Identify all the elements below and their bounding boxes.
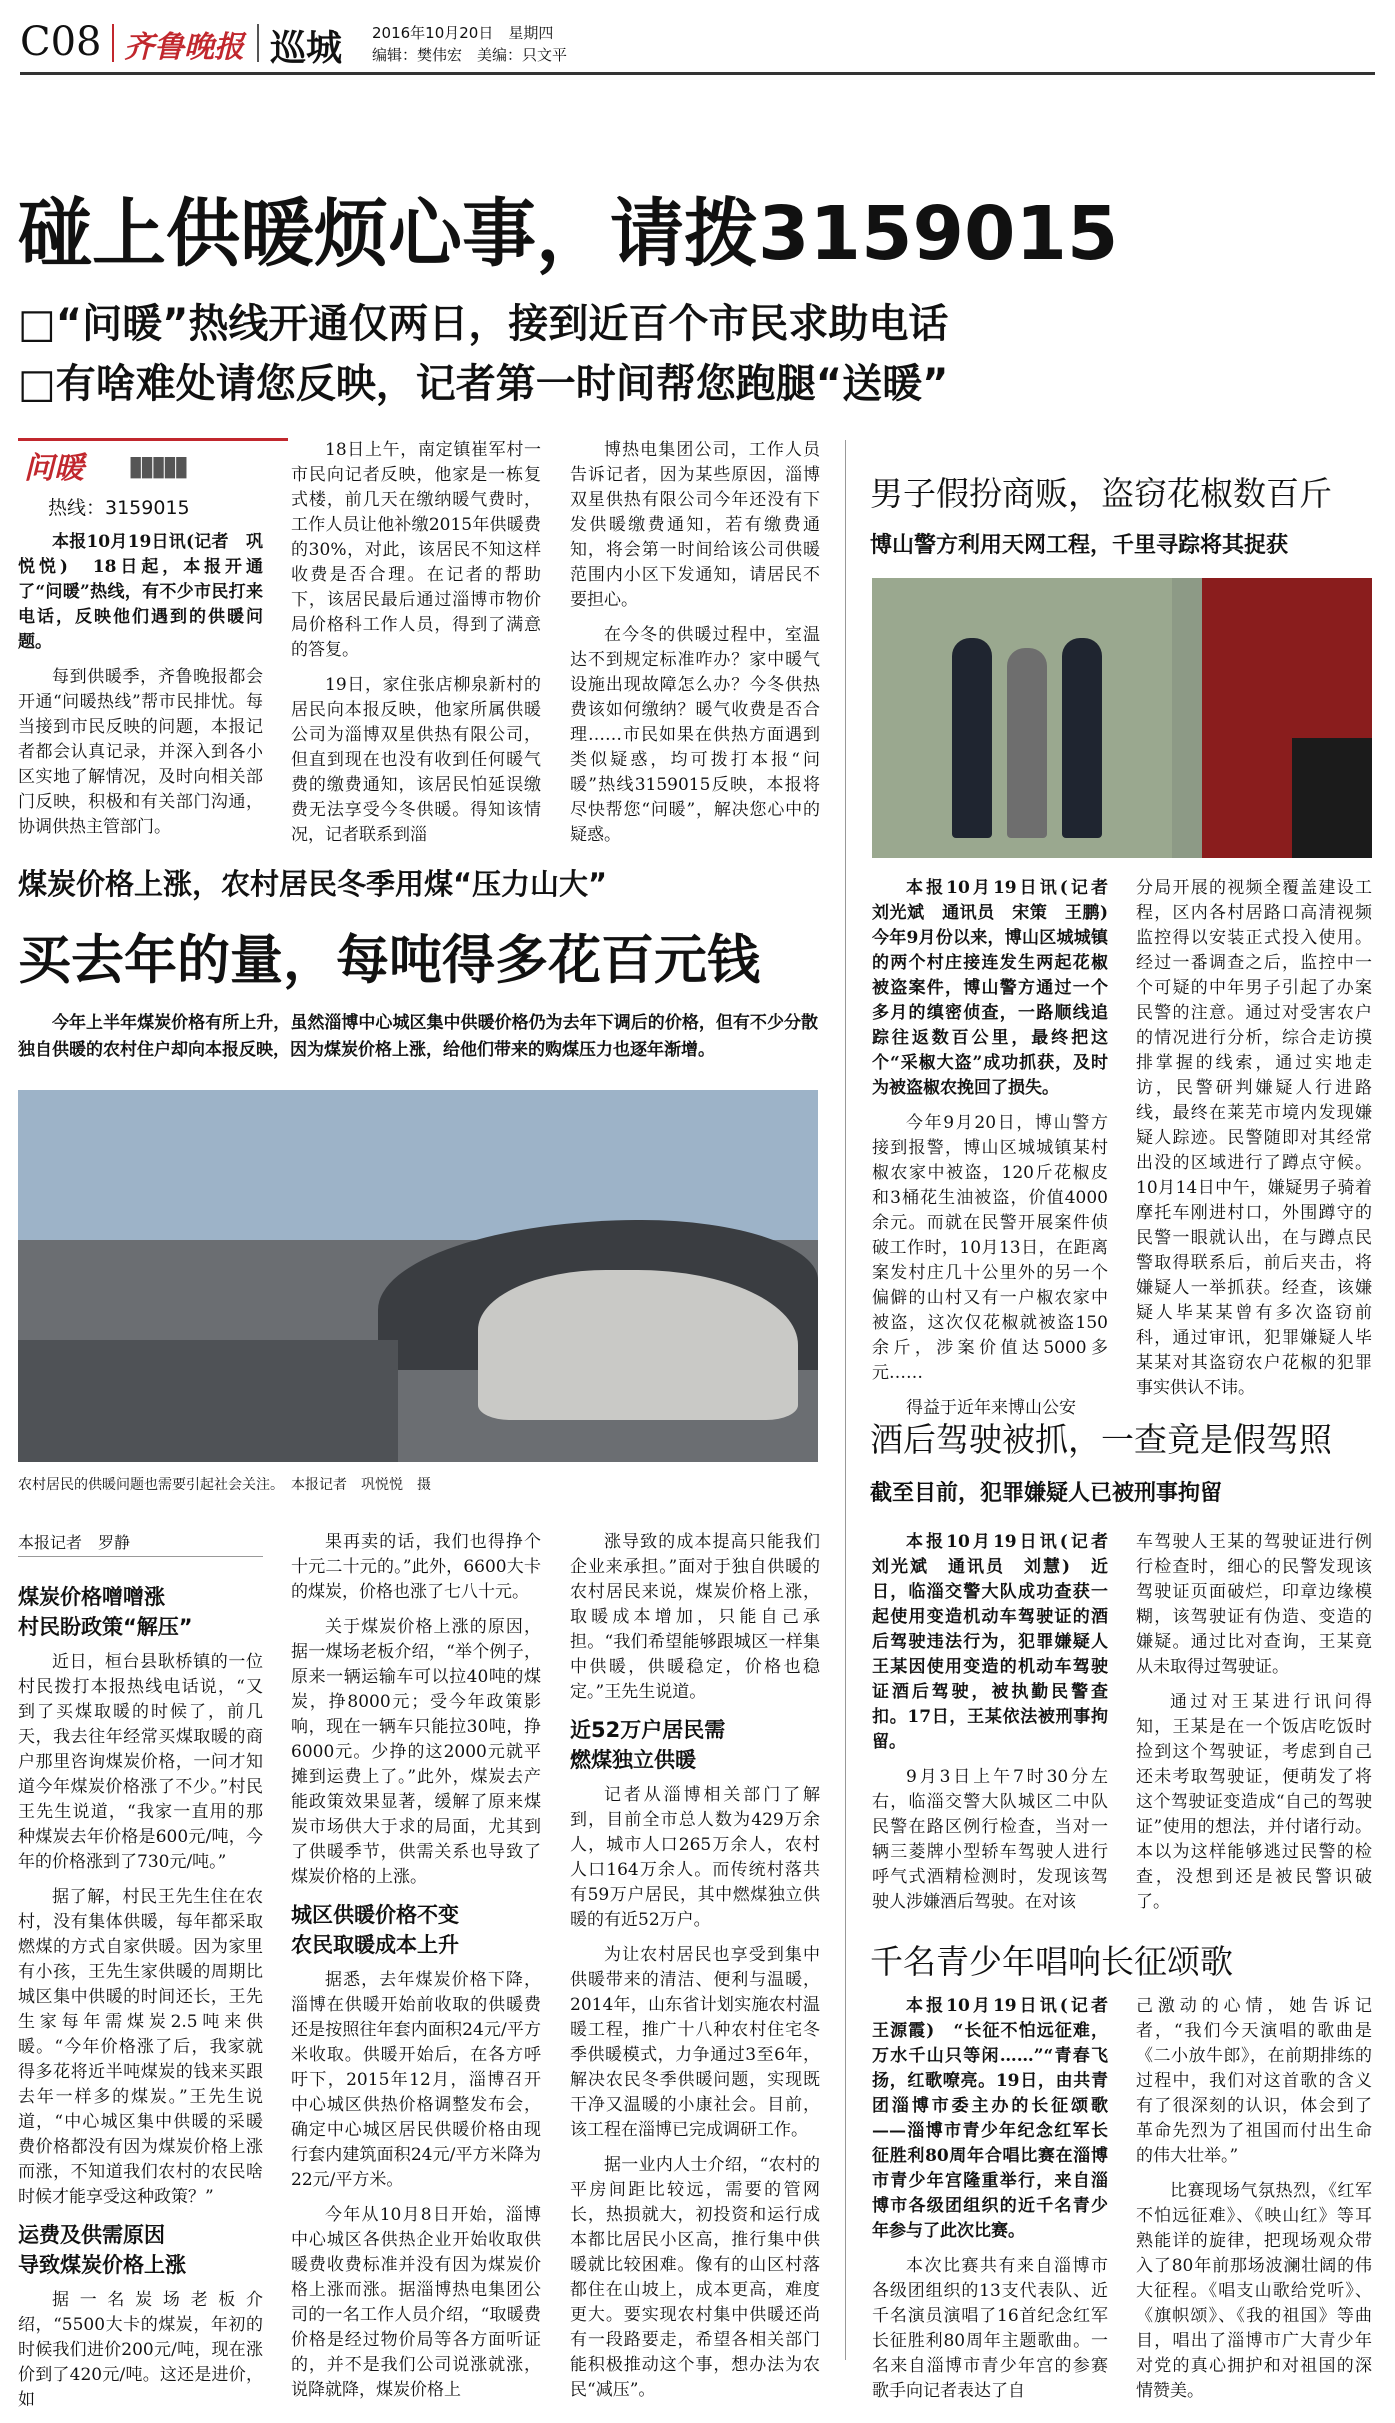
coal-subhead: 运费及供需原因 导致煤炭价格上涨 bbox=[18, 2223, 186, 2277]
page-number: C08 bbox=[20, 19, 102, 65]
drunk-paragraph: 通过对王某进行讯问得知，王某是在一个饭店吃饭时捡到这个驾驶证，考虑到自己还未考取驾驶证，便萌发了将这个驾驶证变造成“自己的驾驶证”使用的想法，并付诸行动。本以为这样能够逃过民警的检查，没想到还是被民警识破了。 bbox=[1136, 1692, 1372, 1912]
police-subhead: 博山警方利用天网工程，千里寻踪将其捉获 bbox=[870, 533, 1289, 558]
coal-subhead: 煤炭价格噌噌涨 村民盼政策“解压” bbox=[18, 1585, 193, 1639]
hotline-logo-word: 问暖 bbox=[24, 451, 84, 486]
hotline-number: 热线：3159015 bbox=[48, 497, 190, 519]
youth-paragraph: 比赛现场气氛热烈，《红军不怕远征难》、《映山红》等耳熟能详的旋律，把现场观众带入了80年前那场波澜壮阔的伟大征程。《唱支山歌给党听》、《旗帜颂》、《我的祖国》等曲目，唱出了淄博市广大青少年对党的真心拥护和对祖国的深情赞美。 bbox=[1136, 2181, 1372, 2401]
police-headline: 男子假扮商贩，盗窃花椒数百斤 bbox=[870, 474, 1332, 513]
lead-paragraph: 本报10月19日讯(记者 巩悦悦) 18日起，本报开通了“问暖”热线，有不少市民打来电话，反映他们遇到的供暖问题。 bbox=[18, 532, 263, 652]
lead-paragraph: 在今冬的供暖过程中，室温达不到规定标准咋办？家中暖气设施出现故障怎么办？今冬供热费该如何缴纳？暖气收费是否合理……市民如果在供热方面遇到类似疑惑，均可拨打本报“问暖”热线3159015反映，本报将尽快帮您“问暖”，解决您心中的疑惑。 bbox=[570, 625, 820, 845]
issue-date: 2016年10月20日 星期四 bbox=[372, 24, 554, 42]
coal-intro: 今年上半年煤炭价格有所上升，虽然淄博中心城区集中供暖价格仍为去年下调后的价格，但有不少分散独自供暖的农村住户却向本报反映，因为煤炭价格上涨，给他们带来的购煤压力也逐年渐增。 bbox=[18, 1013, 818, 1060]
coal-paragraph: 为让农村居民也享受到集中供暖带来的清洁、便利与温暖，2014年，山东省计划实施农村温暖工程，推广十八种农村住宅冬季供暖模式，力争通过3至6年，解决农民冬季供暖问题，实现既干净又温暖的小康社会。目前，该工程在淄博已完成调研工作。 bbox=[570, 1945, 820, 2140]
coal-subhead: 城区供暖价格不变 农民取暖成本上升 bbox=[291, 1903, 459, 1957]
drunk-headline: 酒后驾驶被抓，一查竟是假驾照 bbox=[870, 1420, 1332, 1459]
drunk-subhead: 截至目前，犯罪嫌疑人已被刑事拘留 bbox=[870, 1481, 1223, 1506]
coal-paragraph: 近日，桓台县耿桥镇的一位村民拨打本报热线电话说，“又到了买煤取暖的时候了，前几天，我去往年经常买煤取暖的商户那里咨询煤炭价格，一问才知道今年煤炭价格涨了不少。”村民王先生说道，“我家一直用的那种煤炭去年价格是600元/吨，今年的价格涨到了730元/吨。” bbox=[18, 1652, 263, 1872]
coal-paragraph: 据悉，去年煤炭价格下降，淄博在供暖开始前收取的供暖费还是按照往年套内面积24元/平方米收取。供暖开始后，在各方呼吁下，2015年12月，淄博召开中心城区供热价格调整发布会，确定中心城区居民供暖价格由现行套内建筑面积24元/平方米降为22元/平方米。 bbox=[291, 1970, 541, 2190]
masthead-divider bbox=[112, 24, 114, 62]
youth-headline: 千名青少年唱响长征颂歌 bbox=[870, 1942, 1233, 1981]
hotline-logo bbox=[18, 438, 288, 523]
lead-paragraph: 18日上午，南定镇崔军村一市民向记者反映，他家是一栋复式楼，前几天在缴纳暖气费时，工作人员让他补缴2015年供暖费的30%，对此，该居民不知这样收费是否合理。在记者的帮助下，该居民最后通过淄博市物价局价格科工作人员，得到了满意的答复。 bbox=[291, 440, 541, 660]
drunk-paragraph: 本报10月19日讯(记者 刘光斌 通讯员 刘慧) 近日，临淄交警大队成功查获一起使用变造机动车驾驶证的酒后驾驶违法行为，犯罪嫌疑人王某因使用变造的机动车驾驶证酒后驾驶，被执勤民警查扣。17日，王某依法被刑事拘留。 bbox=[872, 1532, 1125, 1752]
coal-subhead: 近52万户居民需 燃煤独立供暖 bbox=[570, 1718, 726, 1772]
editors-credit: 编辑：樊伟宏 美编：只文平 bbox=[372, 46, 568, 64]
drunk-column-2 bbox=[1136, 1530, 1372, 1925]
coal-kicker: 煤炭价格上涨，农村居民冬季用煤“压力山大” bbox=[18, 867, 608, 901]
coal-paragraph: 果再卖的话，我们也得挣个十元二十元的。”此外，6600大卡的煤炭，价格也涨了七八十元。 bbox=[291, 1532, 541, 1602]
coal-column-2 bbox=[291, 1530, 541, 2413]
police-arrest-photo bbox=[872, 578, 1372, 858]
lead-column-1 bbox=[18, 530, 263, 850]
lead-paragraph: 博热电集团公司，工作人员告诉记者，因为某些原因，淄博双星供热有限公司今年还没有下发供暖缴费通知，若有缴费通知，将会第一时间给该公司供暖范围内小区下发通知，请居民不要担心。 bbox=[570, 440, 820, 610]
coal-paragraph: 今年从10月8日开始，淄博中心城区各供热企业开始收取供暖费收费标准并没有因为煤炭价格上涨而涨。据淄博热电集团公司的一名工作人员介绍，“取暖费价格是经过物价局等各方面听证的，并不是我们公司说涨就涨，说降就降，煤炭价格上 bbox=[291, 2205, 541, 2400]
drunk-column-1 bbox=[872, 1530, 1125, 1925]
lead-deck-1: □“问暖”热线开通仅两日，接到近百个市民求助电话 bbox=[18, 301, 949, 347]
coal-paragraph: 关于煤炭价格上涨的原因，据一煤场老板介绍，“举个例子，原来一辆运输车可以拉40吨的煤炭，挣8000元；受今年政策影响，现在一辆车只能拉30吨，挣6000元。少挣的这2000元就平摊到运费上了。”此外，煤炭去产能政策效果显著，缓解了原来煤炭市场供大于求的局面，尤其到了供暖季节，供需关系也导致了煤炭价格的上涨。 bbox=[291, 1617, 541, 1887]
coal-column-3 bbox=[570, 1530, 820, 2413]
youth-column-1 bbox=[872, 1994, 1125, 2414]
coal-byline: 本报记者 罗静 bbox=[18, 1533, 131, 1552]
paper-name-logo: 齐鲁晚报 bbox=[124, 30, 244, 65]
lead-deck-2: □有啥难处请您反映，记者第一时间帮您跑腿“送暖” bbox=[18, 361, 949, 407]
lead-paragraph: 每到供暖季，齐鲁晚报都会开通“问暖热线”帮市民排忧。每当接到市民反映的问题，本报记者都会认真记录，并深入到各小区实地了解情况，及时向相关部门反映，积极和有关部门沟通，协调供热主管部门。 bbox=[18, 667, 263, 837]
coal-paragraph: 据了解，村民王先生住在农村，没有集体供暖，每年都采取燃煤的方式自家供暖。因为家里有小孩，王先生家供暖的周期比城区集中供暖的时间还长，王先生家每年需煤炭2.5吨来供暖。“今年价格涨了后，我家就得多花将近半吨煤炭的钱来买跟去年一样多的煤炭。”王先生说道，“中心城区集中供暖的采暖费价格都没有因为煤炭价格上涨而涨，不知道我们农村的农民啥时候才能享受这种政策？” bbox=[18, 1887, 263, 2207]
lead-paragraph: 19日，家住张店柳泉新村的居民向本报反映，他家所属供暖公司为淄博双星供热有限公司，但直到现在也没有收到任何暖气费的缴费通知，该居民怕延误缴费无法享受今冬供暖。得知该情况，记者联系到淄 bbox=[291, 675, 541, 845]
coal-paragraph: 记者从淄博相关部门了解到，目前全市总人数为429万余人，城市人口265万余人，农村人口164万余人。而传统村落共有59万户居民，其中燃煤独立供暖的有近52万户。 bbox=[570, 1785, 820, 1930]
column-divider bbox=[845, 440, 846, 2360]
radiator-icon: ▮▮▮▮▮ bbox=[128, 449, 186, 482]
youth-column-2 bbox=[1136, 1994, 1372, 2414]
coal-headline: 买去年的量，每吨得多花百元钱 bbox=[18, 930, 760, 991]
drunk-paragraph: 9月3日上午7时30分左右，临淄交警大队城区二中队民警在路区例行检查，当对一辆三菱牌小型轿车驾驶人进行呼气式酒精检测时，发现该驾驶人涉嫌酒后驾驶。在对该 bbox=[872, 1767, 1108, 1912]
coal-paragraph: 涨导致的成本提高只能我们企业来承担。”面对于独自供暖的农村居民来说，煤炭价格上涨，取暖成本增加，只能自己承担。“我们希望能够跟城区一样集中供暖，供暖稳定，价格也稳定。”王先生说道。 bbox=[570, 1532, 820, 1702]
lead-column-2 bbox=[291, 438, 541, 858]
police-paragraph: 分局开展的视频全覆盖建设工程，区内各村居路口高清视频监控得以安装正式投入使用。经过一番调查之后，监控中一个可疑的中年男子引起了办案民警的注意。通过对受害农户的情况进行分析，综合走访摸排掌握的线索，通过实地走访，民警研判嫌疑人行进路线，最终在莱芜市境内发现嫌疑人踪迹。民警随即对其经常出没的区域进行了蹲点守候。10月14日中午，嫌疑男子骑着摩托车刚进村口，外围蹲守的民警一眼就认出，在与蹲点民警取得联系后，前后夹击，将嫌疑人一举抓获。经查，该嫌疑人毕某某曾有多次盗窃前科，通过审讯，犯罪嫌疑人毕某某对其盗窃农户花椒的犯罪事实供认不讳。 bbox=[1136, 878, 1372, 1398]
police-paragraph: 今年9月20日，博山警方接到报警，博山区城城镇某村椒农家中被盗，120斤花椒皮和3桶花生油被盗，价值4000余元。而就在民警开展案件侦破工作时，10月13日，在距离案发村庄几十公里外的另一个偏僻的山村又有一户椒农家中被盗，这次仅花椒就被盗150余斤，涉案价值达5000多元…… bbox=[872, 1113, 1108, 1383]
police-paragraph: 本报10月19日讯(记者 刘光斌 通讯员 宋策 王鹏) 今年9月份以来，博山区城城镇的两个村庄接连发生两起花椒被盗案件，博山警方通过一个多月的缜密侦查，一路顺线追踪往返数百公里，最终把这个“采椒大盗”成功抓获，及时为被盗椒农挽回了损失。 bbox=[872, 878, 1125, 1098]
lead-column-3 bbox=[570, 438, 820, 858]
lead-headline: 碰上供暖烦心事，请拨3159015 bbox=[18, 191, 1119, 277]
coal-pile-photo bbox=[18, 1090, 818, 1462]
youth-paragraph: 本次比赛共有来自淄博市各级团组织的13支代表队、近千名演员演唱了16首纪念红军长征胜利80周年主题歌曲。一名来自淄博市青少年宫的参赛歌手向记者表达了自 bbox=[872, 2256, 1108, 2401]
police-paragraph: 得益于近年来博山公安 bbox=[906, 1398, 1076, 1418]
youth-paragraph: 己激动的心情，她告诉记者，“我们今天演唱的歌曲是《二小放牛郎》，在前期排练的过程中，我们对这首歌的含义有了很深刻的认识，体会到了革命先烈为了祖国而付出生命的伟大壮举。” bbox=[1136, 1996, 1372, 2166]
coal-paragraph: 据一名炭场老板介绍，“5500大卡的煤炭，年初的时候我们进价200元/吨，现在涨价到了420元/吨。这还是进价，如 bbox=[18, 2290, 263, 2410]
coal-photo-caption: 农村居民的供暖问题也需要引起社会关注。 本报记者 巩悦悦 摄 bbox=[18, 1477, 431, 1493]
coal-paragraph: 据一业内人士介绍，“农村的平房间距比较远，需要的管网长，热损就大，初投资和运行成本都比居民小区高，推行集中供暖就比较困难。像有的山区村落都住在山坡上，成本更高，难度更大。要实现农村集中供暖还尚有一段路要走，希望各相关部门能积极推动这个事，想办法为农民“减压”。 bbox=[570, 2155, 820, 2400]
section-name: 巡城 bbox=[270, 28, 343, 69]
drunk-paragraph: 车驾驶人王某的驾驶证进行例行检查时，细心的民警发现该驾驶证页面破烂，印章边缘模糊，该驾驶证有伪造、变造的嫌疑。通过比对查询，王某竟从未取得过驾驶证。 bbox=[1136, 1532, 1372, 1677]
police-column-1 bbox=[872, 876, 1125, 1431]
masthead-divider-2 bbox=[257, 24, 259, 62]
coal-column-1 bbox=[18, 1576, 263, 2423]
youth-paragraph: 本报10月19日讯(记者 王源霞) “长征不怕远征难，万水千山只等闲……”“青春飞扬，红歌嘹亮。19日，由共青团淄博市委主办的长征颂歌——淄博市青少年纪念红军长征胜利80周年合唱比赛在淄博市青少年宫隆重举行，来自淄博市各级团组织的近千名青少年参与了此次比赛。 bbox=[872, 1996, 1125, 2241]
masthead-rule bbox=[20, 72, 1375, 75]
byline-rule bbox=[18, 1556, 263, 1557]
police-column-2 bbox=[1136, 876, 1372, 1411]
